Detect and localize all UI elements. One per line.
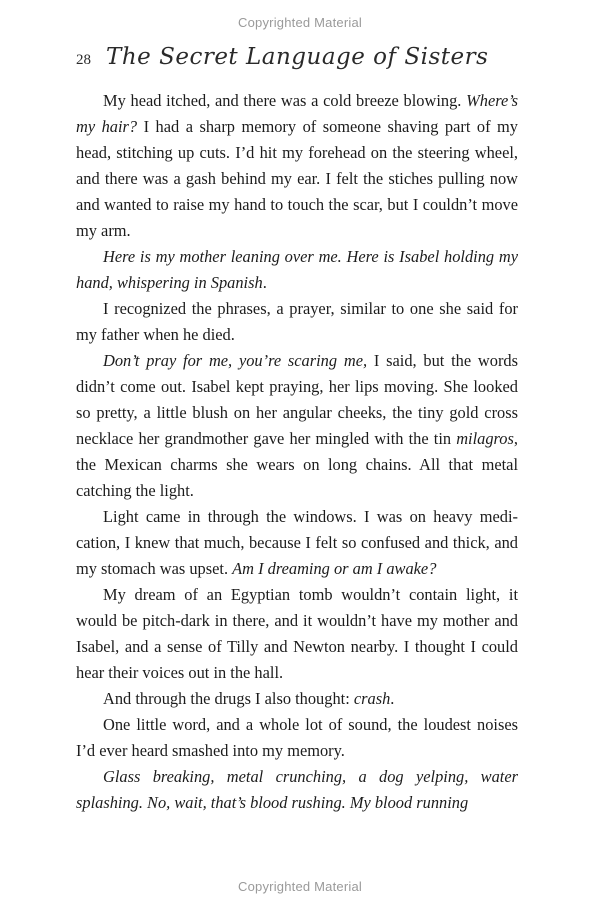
running-header: [76, 44, 536, 76]
copyright-watermark-top: Copyrighted Material: [238, 15, 362, 30]
paragraph: Glass breaking, metal crunching, a dog yelping, water splashing. No, wait, that’s blood rushing. My blood running: [76, 767, 518, 812]
book-title: The Secret Language of Sisters: [106, 44, 489, 70]
paragraph: Don’t pray for me, you’re scaring me, I said, but the words didn’t come out. Isabel kept praying, her lips moving. She looked so pretty, a little blush on her angular cheeks, the tiny gold cross necklace her grandmother gave her mingled with the tin milagros, the Mexican charms she wears on long chains. All that metal catching the light.: [76, 351, 518, 500]
paragraph: My dream of an Egyptian tomb wouldn’t contain light, it would be pitch-dark in there, and it wouldn’t have my mother and Isabel, and a sense of Tilly and Newton nearby. I thought I could hear their voices out in the hall.: [76, 585, 518, 682]
body-text: [76, 88, 518, 816]
paragraph: One little word, and a whole lot of sound, the loudest noises I’d ever heard smashed into my memory.: [76, 715, 518, 760]
copyright-watermark-bottom: Copyrighted Material: [238, 879, 362, 894]
page-number: 28: [76, 52, 91, 68]
paragraph: Light came in through the windows. I was on heavy medication, I knew that much, because I felt so confused and thick, and my stomach was upset. Am I dreaming or am I awake?: [76, 507, 518, 578]
paragraph: I recognized the phrases, a prayer, similar to one she said for my father when he died.: [76, 299, 518, 344]
paragraph: Here is my mother leaning over me. Here is Isabel holding my hand, whispering in Spanish.: [76, 247, 518, 292]
paragraph: And through the drugs I also thought: crash.: [103, 689, 395, 708]
paragraph: My head itched, and there was a cold breeze blowing. Where’s my hair? I had a sharp memory of someone shaving part of my head, stitching up cuts. I’d hit my forehead on the steering wheel, and there was a gash behind my ear. I felt the stiches pulling now and wanted to raise my hand to touch the scar, but I couldn’t move my arm.: [76, 91, 518, 240]
